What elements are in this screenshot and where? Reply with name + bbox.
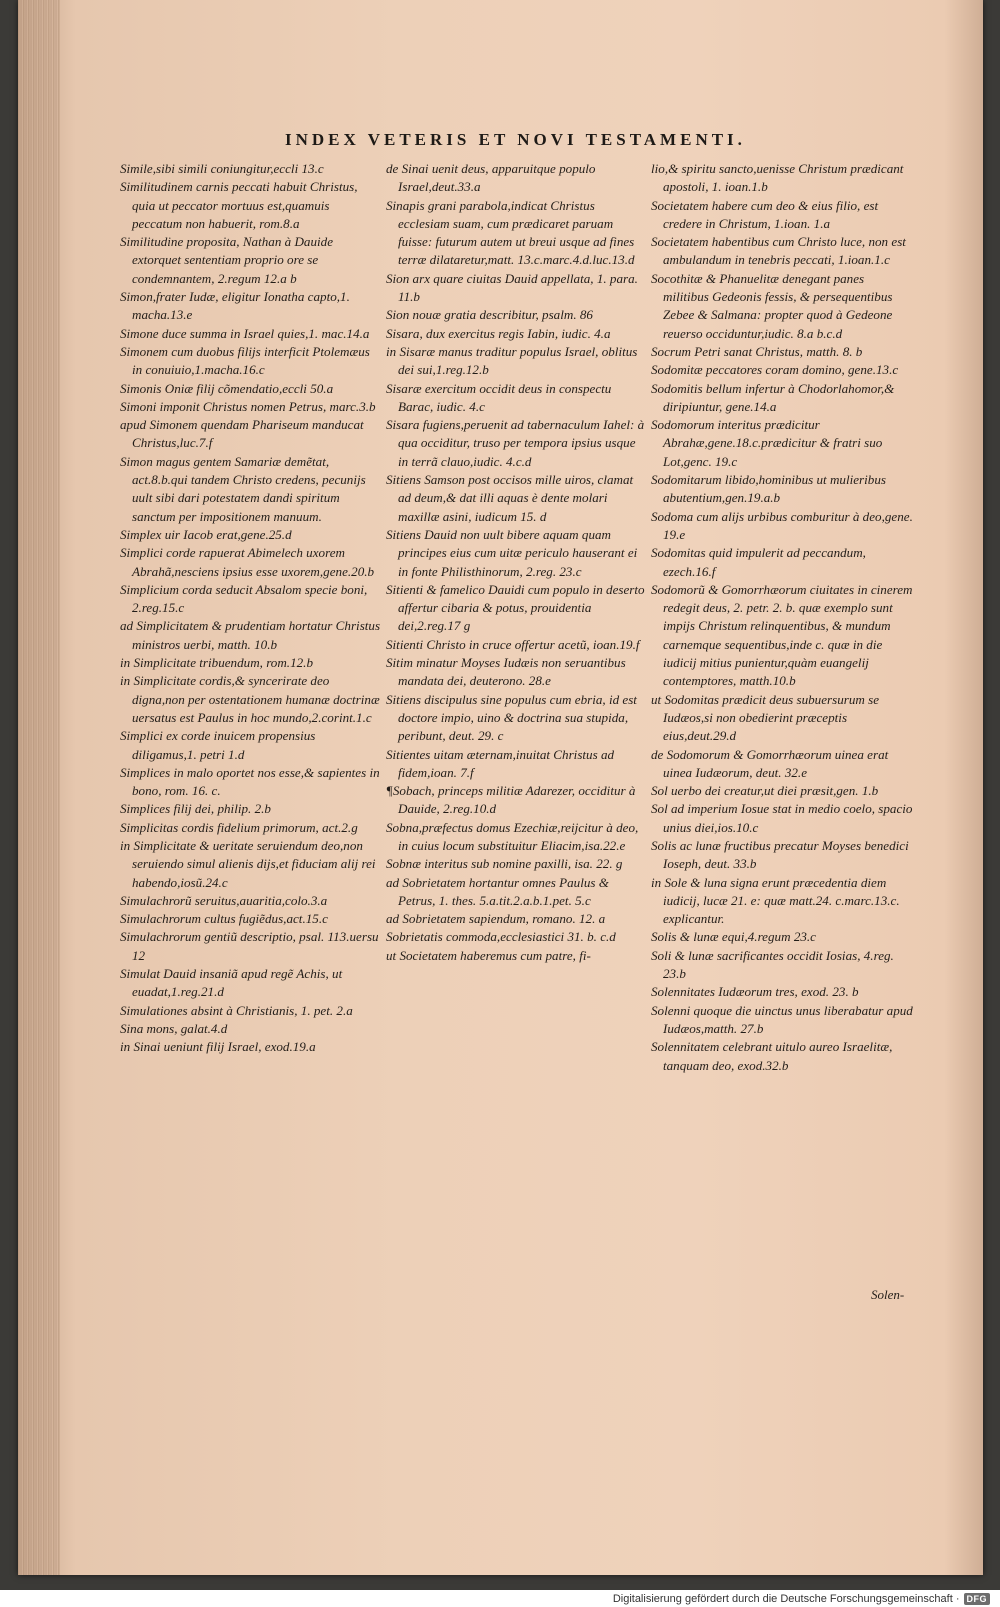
index-entry: Sodomitis bellum infertur à Chodorlahomor,& diripiuntur, gene.14.a: [651, 380, 895, 414]
index-entry: Similitudine proposita, Nathan à Dauide extorquet sententiam proprio ore se condemnantem, 2.regum 12.a b: [120, 234, 334, 286]
index-entry: ad Simplicitatem & prudentiam hortatur Christus ministros uerbi, matth. 10.b: [120, 618, 381, 652]
index-entry: Simplex uir Iacob erat,gene.25.d: [120, 526, 292, 542]
index-entry: Sitiens Dauid non uult bibere aquam quam principes eius cum uitæ periculo hauserant ei in fonte Philisthinorum, 2.reg. 23.c: [386, 526, 638, 579]
index-entry: Sodomorũ & Gomorrhæorum ciuitates in cinerem redegit deus, 2. petr. 2. b. quæ exemplo sunt impijs Christum relinquentibus, & mundum carnemque sequentibus,inde c. quæ in die iudicij mitius punientur,quàm euangelij contemptores, matth.10.b: [651, 581, 913, 689]
index-entry: Simplicitas cordis fidelium primorum, act.2.g: [120, 819, 358, 835]
index-entry: in Sole & luna signa erunt præcedentia diem iudicij, lucæ 21. e: quæ matt.24. c.marc.13.c. explicantur.: [651, 874, 900, 927]
index-entry: Sisara fugiens,peruenit ad tabernaculum Iahel: à qua occiditur, truso per tempora ipsius usque in terrã clauo,iudic. 4.c.d: [386, 417, 645, 469]
index-entry: Sisaræ exercitum occidit deus in conspectu Barac, iudic. 4.c: [386, 380, 612, 414]
index-entry: Solennitates Iudæorum tres, exod. 23. b: [651, 984, 859, 1000]
index-column-middle: [386, 160, 648, 965]
index-entry: Solennitatem celebrant uitulo aureo Israelitæ, tanquam deo, exod.32.b: [651, 1039, 893, 1073]
index-entry: apud Simonem quendam Phariseum manducat Christus,luc.7.f: [120, 417, 364, 451]
index-entry: ad Sobrietatem hortantur omnes Paulus & Petrus, 1. thes. 5.a.tit.2.a.b.1.pet. 5.c: [386, 874, 609, 908]
index-entry: Sina mons, galat.4.d: [120, 1020, 228, 1036]
index-entry: Sodoma cum alijs urbibus comburitur à deo,gene. 19.e: [651, 508, 913, 542]
index-entry: Sion arx quare ciuitas Dauid appellata, 1. para. 11.b: [386, 270, 638, 305]
index-entry: Sol ad imperium Iosue stat in medio coelo, spacio unius diei,ios.10.c: [651, 801, 913, 835]
index-entry: de Sinai uenit deus, apparuitque populo Israel,deut.33.a: [386, 161, 596, 195]
index-entry: Simulationes absint à Christianis, 1. pet. 2.a: [120, 1002, 353, 1018]
index-entry: Sitientes uitam æternam,inuitat Christus ad fidem,ioan. 7.f: [386, 746, 615, 780]
page-edge: [18, 0, 60, 1575]
index-entry: Sisara, dux exercitus regis Iabin, iudic. 4.a: [386, 325, 611, 341]
index-entry: Sinapis grani parabola,indicat Christus ecclesiam suam, cum prædicaret paruam fuisse: futurum autem ut breui usque ad fines terræ dilataretur,matt. 13.c.marc.4.d.luc.13.d: [386, 197, 635, 268]
index-entry: Societatem habentibus cum Christo luce, non est ambulandum in tenebris peccati, 1.ioan.1.c: [651, 234, 906, 268]
index-entry: Soli & lunæ sacrificantes occidit Iosias, 4.reg. 23.b: [651, 947, 894, 982]
index-entry: Sobrietatis commoda,ecclesiastici 31. b. c.d: [386, 929, 616, 945]
index-entry: Similitudinem carnis peccati habuit Christus, quia ut peccator mortuus est,quamuis peccatum non habuerit, rom.8.a: [120, 179, 358, 231]
index-entry: Sobna,præfectus domus Ezechiæ,reijcitur à deo, in cuius locum substituitur Eliacim,isa.22.e: [386, 819, 639, 853]
index-entry: Sodomitæ peccatores coram domino, gene.13.c: [651, 362, 899, 378]
index-entry: Simonis Oniæ filij cõmendatio,eccli 50.a: [120, 380, 334, 396]
index-entry: Solis & lunæ equi,4.regum 23.c: [651, 929, 816, 945]
dfg-logo: DFG: [964, 1593, 991, 1605]
index-entry: Simplicium corda seducit Absalom specie boni, 2.reg.15.c: [120, 581, 368, 616]
index-entry: Solis ac lunæ fructibus precatur Moyses benedici Ioseph, deut. 33.b: [651, 837, 909, 872]
index-entry: Simulachrorum cultus fugiẽdus,act.15.c: [120, 911, 328, 927]
index-entry: Sodomitas quid impulerit ad peccandum, ezech.16.f: [651, 545, 866, 579]
index-entry: Simplici ex corde inuicem propensius diligamus,1. petri 1.d: [120, 728, 316, 762]
index-entry: Sitienti & famelico Dauidi cum populo in deserto affertur cibaria & potus, prouidentia dei,2.reg.17 g: [386, 581, 645, 634]
catchword: Solen-: [871, 1287, 905, 1302]
index-entry: Simplices in malo oportet nos esse,& sapientes in bono, rom. 16. c.: [120, 764, 380, 799]
index-entry: Sol uerbo dei creatur,ut diei præsit,gen. 1.b: [651, 783, 879, 799]
index-entry: Sion nouæ gratia describitur, psalm. 86: [386, 307, 593, 323]
index-entry: Simile,sibi simili coniungitur,eccli 13.c: [120, 161, 324, 176]
index-entry: ¶Sobach, princeps militiæ Adarezer, occiditur à Dauide, 2.reg.10.d: [386, 783, 636, 817]
index-entry: Solenni quoque die uinctus unus liberabatur apud Iudæos,matth. 27.b: [651, 1002, 913, 1036]
footer-text: Digitalisierung gefördert durch die Deutsche Forschungsgemeinschaft ·: [612, 1592, 960, 1605]
index-entry: Socothitæ & Phanuelitæ denegant panes militibus Gedeonis fessis, & persequentibus Zebee & Salmana: propter quod à Gedeone reuerso occiduntur,iudic. 8.a b.c.d: [651, 270, 893, 341]
index-entry: Sodomitarum libido,hominibus ut mulieribus abutentium,gen.19.a.b: [651, 472, 886, 506]
index-entry: Simulachrorũ seruitus,auaritia,colo.3.a: [120, 892, 328, 908]
index-entry: Sitiens discipulus sine populus cum ebria, id est doctore impio, uino & doctrina sua stupida, peribunt, deut. 29. c: [386, 691, 637, 744]
index-entry: Simulachrorum gentiũ descriptio, psal. 113.uersu 12: [120, 929, 379, 963]
index-entry: ut Sodomitas prædicit deus subuersurum se Iudæos,si non obedierint præceptis eius,deut.29.d: [651, 691, 880, 744]
index-column-left: [120, 160, 382, 1057]
funding-footer: [613, 1590, 990, 1607]
index-entry: Simon magus gentem Samariæ demẽtat, act.8.b.qui tandem Christo credens, pecunijs uult sibi dari potestatem dandi spiritum sanctum per impositionem manuum.: [120, 453, 366, 524]
index-entry: Simulat Dauid insaniã apud regẽ Achis, ut euadat,1.reg.21.d: [120, 966, 343, 1000]
index-entry: in Simplicitate tribuendum, rom.12.b: [120, 655, 313, 671]
index-entry: Simon,frater Iudæ, eligitur Ionatha capto,1. macha.13.e: [120, 289, 350, 323]
index-entry: Sodomorum interitus prædicitur Abrahæ,gene.18.c.prædicitur & fratri suo Lot,genc. 19.c: [651, 417, 883, 469]
index-entry: lio,& spiritu sancto,uenisse Christum prædicant apostoli, 1. ioan.1.b: [651, 161, 904, 195]
index-column-right: [651, 160, 913, 1075]
index-entry: Simonem cum duobus filijs interficit Ptolemæus in conuiuio,1.macha.16.c: [120, 343, 370, 378]
index-entry: Simone duce summa in Israel quies,1. mac.14.a: [120, 325, 370, 341]
index-entry: Sobnæ interitus sub nomine paxilli, isa. 22. g: [386, 856, 623, 872]
index-entry: de Sodomorum & Gomorrhæorum uinea erat uinea Iudæorum, deut. 32.e: [651, 746, 889, 780]
index-entry: Socrum Petri sanat Christus, matth. 8. b: [651, 343, 863, 359]
index-entry: Societatem habere cum deo & eius filio, est credere in Christum, 1.ioan. 1.a: [651, 197, 879, 231]
index-entry: Simoni imponit Christus nomen Petrus, marc.3.b: [120, 398, 376, 414]
index-entry: in Simplicitate cordis,& syncerirate deo digna,non per ostentationem humanæ doctrinæ uersatus est Paulus in hoc mundo,2.corint.1.c: [120, 673, 380, 725]
index-entry: in Simplicitate & ueritate seruiendum deo,non seruiendo simul alienis dijs,et fiduciam alij rei habendo,iosũ.24.c: [120, 837, 376, 890]
running-header: INDEX VETERIS ET NOVI TESTAMENTI.: [285, 130, 746, 149]
index-entry: ad Sobrietatem sapiendum, romano. 12. a: [386, 911, 606, 927]
index-entry: Sitiens Samson post occisos mille uiros, clamat ad deum,& dat illi aquas è dente molari maxillæ asini, iudicum 15. d: [386, 472, 634, 524]
index-entry: Sitienti Christo in cruce offertur acetũ, ioan.19.f: [386, 636, 640, 652]
index-entry: Sitim minatur Moyses Iudæis non seruantibus mandata dei, deuterono. 28.e: [386, 655, 626, 689]
index-entry: in Sisaræ manus traditur populus Israel, oblitus dei sui,1.reg.12.b: [386, 343, 638, 378]
index-entry: Simplici corde rapuerat Abimelech uxorem Abrahã,nesciens ipsius esse uxorem,gene.20.b: [120, 545, 375, 579]
index-entry: in Sinai ueniunt filij Israel, exod.19.a: [120, 1039, 316, 1055]
index-entry: Simplices filij dei, philip. 2.b: [120, 801, 271, 817]
index-entry: ut Societatem haberemus cum patre, fi-: [386, 947, 591, 963]
